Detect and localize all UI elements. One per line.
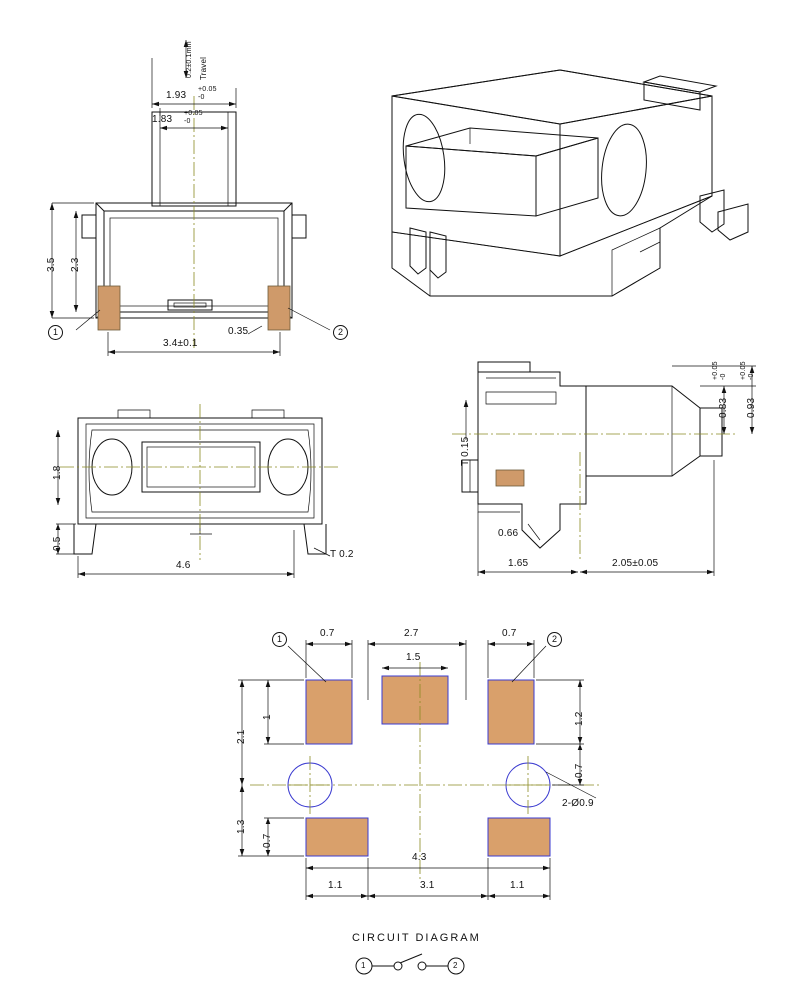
dim-fp-07-left: 0.7 (262, 833, 273, 848)
dim-fp-21: 2.1 (236, 729, 247, 744)
dim-pad-gap: 0.35 (228, 326, 249, 337)
dim-pad-w-right: 0.7 (502, 628, 517, 639)
dim-side-t015: T 0.15 (460, 436, 471, 466)
dim-top-width-outer: 1.93 (166, 90, 187, 101)
callout-1-front: 1 (48, 325, 63, 340)
dim-side-205: 2.05±0.05 (612, 558, 659, 569)
dim-side-083: 0.83 (718, 397, 729, 418)
dim-top-width-inner-tol-dn: -0 (184, 118, 191, 125)
dim-fp-1: 1 (262, 714, 273, 720)
dim-pad-w-center: 2.7 (404, 628, 419, 639)
dim-top-body-width: 4.6 (176, 560, 191, 571)
dim-pad-w-left: 0.7 (320, 628, 335, 639)
circuit-diagram-title: CIRCUIT DIAGRAM (352, 932, 481, 944)
dim-top-lead-height: 0.5 (52, 536, 63, 551)
dim-fp-11-right: 1.1 (510, 880, 525, 891)
dim-fp-13: 1.3 (236, 819, 247, 834)
dim-side-093-tol-up: +0.05 (740, 361, 747, 380)
circuit-terminal-1: 1 (361, 961, 366, 970)
dim-top-width-inner-tol-up: +0.05 (184, 110, 203, 117)
circuit-terminal-2: 2 (453, 961, 458, 970)
dim-center-inner: 1.5 (406, 652, 421, 663)
dim-top-thickness: T 0.2 (330, 549, 354, 560)
dim-side-093: 0.93 (746, 397, 757, 418)
dim-top-body-height: 1.8 (52, 465, 63, 480)
dim-top-width-inner: 1.83 (152, 114, 173, 125)
dim-travel-value: 0.2±0.1mm (186, 41, 193, 78)
dim-side-093-tol-dn: -0 (748, 373, 755, 380)
callout-1-footprint: 1 (272, 632, 287, 647)
dim-side-165: 1.65 (508, 558, 529, 569)
dim-fp-11-left: 1.1 (328, 880, 343, 891)
dim-side-066: 0.66 (498, 528, 519, 539)
dim-fp-07-right: 0.7 (574, 763, 585, 778)
dim-fp-31: 3.1 (420, 880, 435, 891)
dim-width-total: 3.4±0.1 (163, 338, 198, 349)
dim-fp-43: 4.3 (412, 852, 427, 863)
callout-2-front: 2 (333, 325, 348, 340)
dim-travel-label: Travel (199, 56, 208, 80)
dim-top-width-outer-tol-dn: -0 (198, 94, 205, 101)
dim-hole-note: 2-Ø0.9 (562, 798, 594, 809)
dim-fp-12: 1.2 (574, 711, 585, 726)
dim-top-width-outer-tol-up: +0.05 (198, 86, 217, 93)
dim-height-total: 3.5 (46, 257, 57, 272)
dim-side-083-tol-dn: -0 (720, 373, 727, 380)
dim-height-body: 2.3 (70, 257, 81, 272)
dim-side-083-tol-up: +0.05 (712, 361, 719, 380)
callout-2-footprint: 2 (547, 632, 562, 647)
